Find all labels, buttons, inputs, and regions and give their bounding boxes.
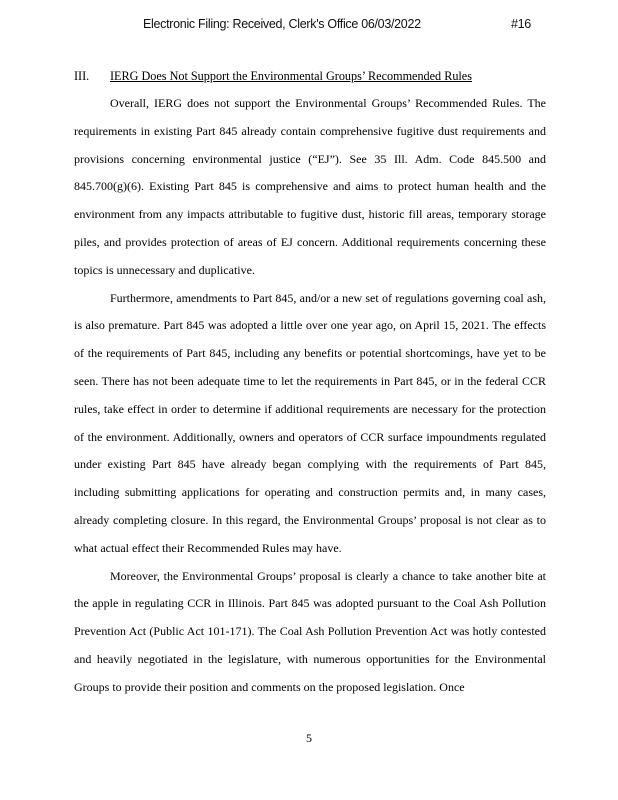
section-heading xyxy=(74,62,546,90)
document-body xyxy=(74,62,546,702)
section-number: III. xyxy=(74,69,90,83)
section-title: IERG Does Not Support the Environmental Groups’ Recommended Rules xyxy=(110,69,472,83)
paragraph-furthermore: Furthermore, amendments to Part 845, and/or a new set of regulations governing coal ash, is also premature. Part 845 was adopted a little over one year ago, on April 15, 2021. The effects of the requirements of Part 845, including any benefits or potential shortcomings, have yet to be seen. There has not been adequate time to let the requirements in Part 845, or in the federal CCR rules, take effect in order to determine if additional requirements are necessary for the protection of the environment. Additionally, owners and operators of CCR surface impoundments regulated under existing Part 845 have already began complying with the requirements of Part 845, including submitting applications for operating and construction permits and, in many cases, already completing closure. In this regard, the Environmental Groups’ proposal is not clear as to what actual effect their Recommended Rules may have. xyxy=(74,290,546,555)
document-number: #16 xyxy=(511,17,531,31)
paragraph-overall: Overall, IERG does not support the Environmental Groups’ Recommended Rules. The requirements in existing Part 845 already contain comprehensive fugitive dust requirements and provisions concerning environmental justice (“EJ”). See 35 Ill. Adm. Code 845.500 and 845.700(g)(6). Existing Part 845 is comprehensive and aims to protect human health and the environment from any impacts attributable to fugitive dust, historic fill areas, temporary storage piles, and provides protection of areas of EJ concern. Additional requirements concerning these topics is unnecessary and duplicative. xyxy=(74,96,546,277)
filing-stamp-text: Electronic Filing: Received, Clerk's Office 06/03/2022 xyxy=(143,17,421,31)
page-number: 5 xyxy=(306,731,312,745)
paragraph-moreover: Moreover, the Environmental Groups’ proposal is clearly a chance to take another bite at the apple in regulating CCR in Illinois. Part 845 was adopted pursuant to the Coal Ash Pollution Prevention Act (Public Act 101-171). The Coal Ash Pollution Prevention Act was hotly contested and heavily negotiated in the legislature, with numerous opportunities for the Environmental Groups to provide their position and comments on the proposed legislation. Once xyxy=(74,568,546,694)
electronic-filing-stamp xyxy=(0,14,618,36)
